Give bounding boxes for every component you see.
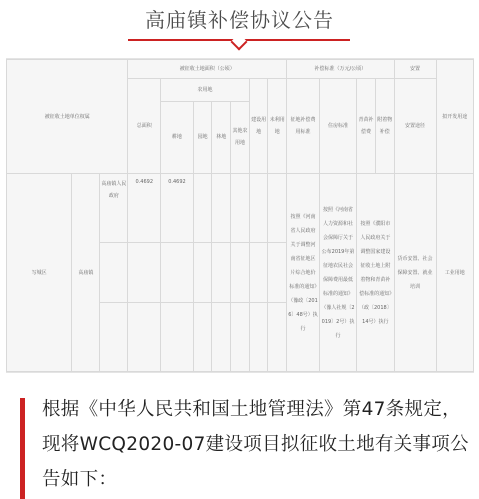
header-total: 总面积: [128, 78, 161, 174]
header-garden: 园地: [193, 101, 212, 174]
row-other-farm: [231, 174, 250, 243]
header-plan-use: 拟开发用途: [436, 60, 473, 174]
header-land-comp: 征地补偿费用标准: [287, 78, 320, 174]
row-gov: 高庙镇人民政府: [100, 174, 128, 243]
row-total: 0.4692: [128, 174, 161, 243]
empty-cell: [161, 303, 194, 372]
header-housing: 住房标准: [319, 78, 356, 174]
empty-cell: [100, 243, 128, 303]
header-forest: 林地: [212, 101, 231, 174]
empty-cell: [193, 243, 212, 303]
row-resettle-way: 货币安置、社会保障安置、就业培训: [394, 174, 436, 372]
empty-cell: [100, 303, 128, 372]
header-area-group: 被征收土地面积（公顷）: [128, 60, 287, 79]
empty-cell: [249, 243, 268, 303]
header-unused: 未利用地: [268, 78, 287, 174]
header-construction: 建设用地: [249, 78, 268, 174]
row-plan-use: 工业用地: [436, 174, 473, 372]
row-housing: 按照《河南省人力资源和社会保障厅关于公布2019年第征地农民社会保障费用最低标准的通知》（豫人社规〔2019〕2号）执行: [319, 174, 356, 372]
title-notch-marker: [231, 34, 248, 51]
row-arable: 0.4692: [161, 174, 194, 243]
empty-cell: [231, 243, 250, 303]
empty-cell: [193, 303, 212, 372]
empty-cell: [249, 303, 268, 372]
row-town: 高庙镇: [72, 174, 100, 372]
header-other-farm: 其他农用地: [231, 101, 250, 174]
empty-cell: [128, 243, 161, 303]
empty-cell: [268, 303, 287, 372]
compensation-table-image: [6, 58, 474, 373]
empty-cell: [212, 243, 231, 303]
row-city: 写城区: [7, 174, 72, 372]
header-resettle-group: 安置: [394, 60, 436, 79]
row-forest: [212, 174, 231, 243]
header-farm-group: 农用地: [161, 78, 250, 101]
empty-cell: [161, 243, 194, 303]
page-title: 高庙镇补偿协议公告: [145, 8, 334, 32]
header-comp-group: 补偿标准（万元/公顷）: [287, 60, 394, 79]
quote-accent-bar: [20, 398, 25, 499]
empty-cell: [128, 303, 161, 372]
header-resettle-way: 安置途径: [394, 78, 436, 174]
empty-cell: [268, 243, 287, 303]
row-garden: [193, 174, 212, 243]
announcement-paragraph: 根据《中华人民共和国土地管理法》第47条规定，现将WCQ2020-07建设项目拟征收土地有关事项公告如下：: [42, 399, 469, 490]
row-unused: [268, 174, 287, 243]
header-arable: 耕地: [161, 101, 194, 174]
announcement-section: [20, 392, 472, 499]
header-attachments: 附着物补偿: [375, 78, 394, 174]
empty-cell: [212, 303, 231, 372]
header-young-crops: 青苗补偿费: [357, 78, 376, 174]
header-unit: 被征收土地单位权属: [7, 60, 128, 174]
empty-cell: [231, 303, 250, 372]
compensation-table: [6, 59, 474, 372]
row-construction: [249, 174, 268, 243]
row-young-crops: 按照《濮阳市人民政府关于调整国家建设征收土地上附着物和青苗补偿标准的通知》（政〔2018〕14号）执行: [357, 174, 394, 372]
row-land-comp: 按照《河南省人民政府关于调整河南省征地区片综合地价标准的通知》（豫政〔2016〕48号）执行: [287, 174, 320, 372]
